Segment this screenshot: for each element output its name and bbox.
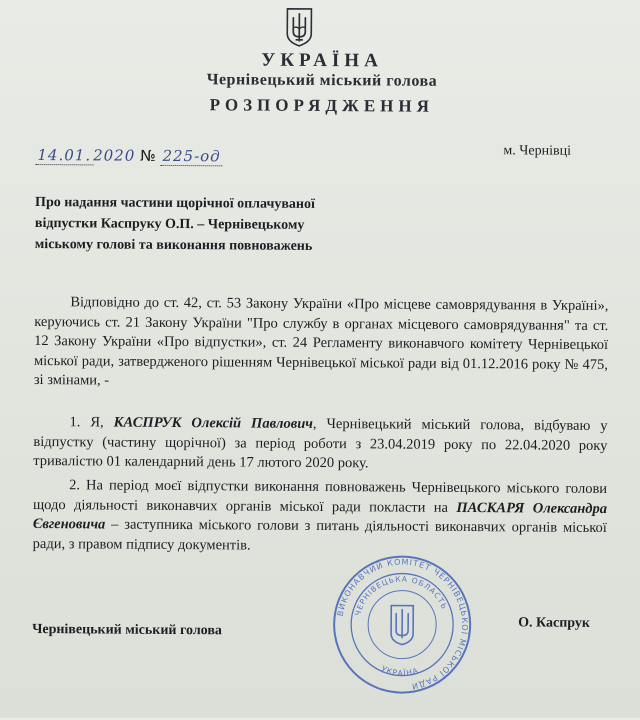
item-1-prefix: 1. Я, — [69, 414, 114, 431]
item-2-paragraph — [33, 476, 608, 558]
stamp-inner-text: ЧЕРНІВЕЦЬКА ОБЛАСТЬ — [353, 574, 450, 617]
item-2-name: ПАСКАРЯ Олександра Євгеновича — [32, 499, 608, 533]
signature-name: О. Каспрук — [518, 615, 591, 631]
handwritten-date: 14.01. — [35, 146, 93, 165]
svg-text:ЧЕРНІВЕЦЬКА ОБЛАСТЬ — [353, 574, 449, 617]
city-label: м. Чернівці — [503, 143, 572, 159]
country-title: УКРАЇНА — [261, 49, 383, 72]
item-2-text: – заступника міського голови з питань діяльності виконавчих органів міської ради, з правом підпису документів. — [32, 516, 607, 554]
stamp-outer-text: ВИКОНАВЧИЙ КОМІТЕТ ЧЕРНІВЕЦЬКОЇ МІСЬКОЇ РАДИ — [335, 557, 470, 691]
authority-title: Чернівецький міський голова — [206, 71, 438, 90]
item-2-prefix: 2. На період моєї відпустки виконання повноважень Чернівецького міського голови щодо діяльності виконавчих органів міської ради покласти на — [32, 477, 608, 516]
document-subject: Про надання частини щорічної оплачуваної відпустки Каспруку О.П. – Чернівецькому міському голові та виконання повноважень — [34, 195, 315, 254]
number-sign: № — [140, 146, 156, 165]
item-1-name: КАСПРУК Олексій Павлович — [113, 414, 313, 432]
intro-paragraph: Відповідно до ст. 42, ст. 53 Закону України «Про місцеве самоврядування в Україні», керуючись ст. 21 Закону України "Про службу в органах місцевого самоврядування" та ст. 12 Закону України «Про відпустки», ст. 24 Регламенту виконавчого комітету Чернівецької міської ради, затвердженого рішенням Чернівецької міської ради від 01.12.2016 року № 475, зі змінами, - — [33, 294, 609, 389]
official-stamp — [331, 553, 474, 696]
svg-text:УКРАЇНА — [380, 664, 420, 678]
date-number-line — [35, 146, 222, 165]
year: 2020 — [93, 146, 136, 165]
item-1-text: , Чернівецький міський голова, відбуваю у відпустку (частину щорічної) за період роботи з 23.04.2019 року по 22.04.2020 року тривалістю 01 календарний день 17 лютого 2020 року. — [33, 415, 608, 472]
stamp-trident-icon — [391, 606, 413, 645]
stamp-bottom-text: УКРАЇНА — [380, 663, 420, 678]
signature-title: Чернівецький міський голова — [32, 621, 222, 639]
trident-emblem-icon — [284, 6, 314, 48]
handwritten-number: 225-од — [160, 147, 222, 166]
document-type: РОЗПОРЯДЖЕННЯ — [209, 95, 434, 116]
item-1-paragraph — [33, 413, 607, 476]
